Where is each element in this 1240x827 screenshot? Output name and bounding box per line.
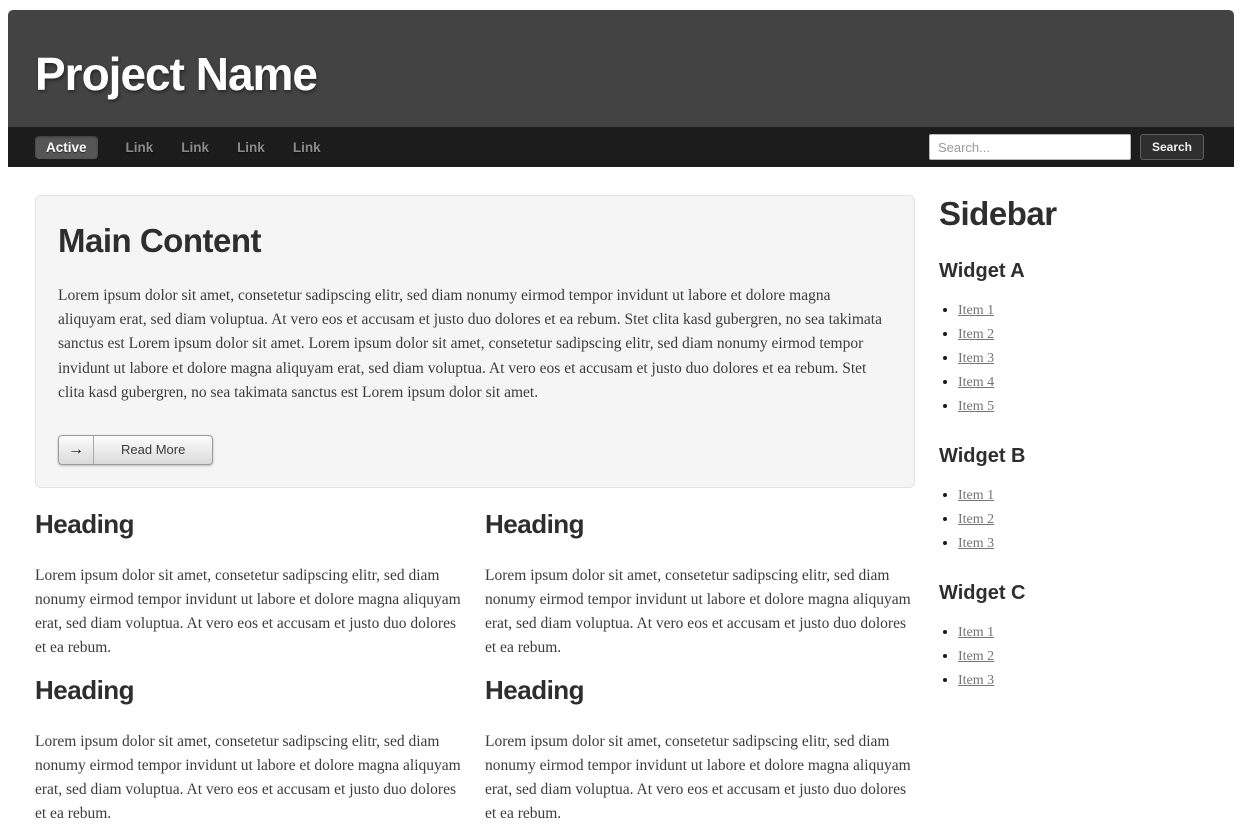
nav-item[interactable]: Link [125, 139, 154, 155]
nav-item[interactable]: Link [292, 139, 321, 155]
widget-list-item [958, 620, 1219, 644]
section-heading: Heading [35, 674, 135, 705]
section-heading: Heading [485, 508, 585, 539]
section-heading: Heading [35, 508, 135, 539]
nav-item[interactable]: Active [35, 136, 98, 159]
widget-list-item [958, 668, 1219, 692]
search-input[interactable] [929, 134, 1131, 160]
content-area [8, 167, 1234, 826]
widget-item-link[interactable]: Item 5 [958, 399, 995, 414]
widget-list-item [958, 346, 1219, 370]
nav-menu [35, 136, 321, 159]
sidebar-widgets [939, 260, 1219, 692]
hero-body-text: Lorem ipsum dolor sit amet, consetetur sadipscing elitr, sed diam nonumy eirmod tempor invidunt ut labore et dolore magna aliquyam erat, sed diam voluptua. At vero eos et accusam et justo duo dolores et ea rebum. Stet clita kasd gubergren, no sea takimata sanctus est Lorem ipsum dolor sit amet. Lorem ipsum dolor sit amet, consetetur sadipscing elitr, sed diam nonumy eirmod tempor invidunt ut labore et dolore magna aliquyam erat, sed diam voluptua. At vero eos et accusam et justo duo dolores et ea rebum. Stet clita kasd gubergren, no sea takimata sanctus est Lorem ipsum dolor sit amet. [58, 287, 882, 401]
main-navbar [8, 127, 1234, 167]
widget-list-item [958, 531, 1219, 555]
widget-item-link[interactable]: Item 2 [958, 649, 995, 664]
content-section [35, 509, 465, 661]
page-header [8, 10, 1234, 127]
sidebar-widget [939, 445, 1219, 555]
section-heading: Heading [485, 674, 585, 705]
widget-item-link[interactable]: Item 3 [958, 536, 995, 551]
widget-title: Widget A [939, 260, 1025, 282]
widget-list-item [958, 370, 1219, 394]
section-body-text: Lorem ipsum dolor sit amet, consetetur sadipscing elitr, sed diam nonumy eirmod tempor invidunt ut labore et dolore magna aliquyam erat, sed diam voluptua. At vero eos et accusam et justo duo dolores et ea rebum. [35, 732, 461, 823]
read-more-label: Read More [121, 442, 186, 458]
widget-item-link[interactable]: Item 4 [958, 375, 995, 390]
section-body-text: Lorem ipsum dolor sit amet, consetetur sadipscing elitr, sed diam nonumy eirmod tempor invidunt ut labore et dolore magna aliquyam erat, sed diam voluptua. At vero eos et accusam et justo duo dolores et ea rebum. [35, 566, 461, 657]
sidebar-widget [939, 582, 1219, 692]
widget-item-link[interactable]: Item 3 [958, 673, 995, 688]
widget-item-list [958, 620, 1219, 692]
nav-item[interactable]: Link [237, 139, 265, 155]
site-title: Project Name [35, 47, 318, 100]
content-section [485, 509, 915, 661]
widget-item-link[interactable]: Item 2 [958, 512, 995, 527]
widget-item-list [958, 298, 1219, 418]
read-more-button[interactable] [58, 435, 213, 465]
section-body-text: Lorem ipsum dolor sit amet, consetetur sadipscing elitr, sed diam nonumy eirmod tempor invidunt ut labore et dolore magna aliquyam erat, sed diam voluptua. At vero eos et accusam et justo duo dolores et ea rebum. [485, 732, 911, 823]
widget-list-item [958, 644, 1219, 668]
content-section [485, 675, 915, 827]
widget-item-link[interactable]: Item 1 [958, 625, 995, 640]
nav-item[interactable]: Link [181, 139, 210, 155]
arrow-right-icon: → [59, 436, 94, 464]
hero-title: Main Content [58, 222, 261, 259]
content-section [35, 675, 465, 827]
search-form [929, 134, 1204, 160]
widget-item-list [958, 483, 1219, 555]
section-body-text: Lorem ipsum dolor sit amet, consetetur sadipscing elitr, sed diam nonumy eirmod tempor invidunt ut labore et dolore magna aliquyam erat, sed diam voluptua. At vero eos et accusam et justo duo dolores et ea rebum. [485, 566, 911, 657]
widget-item-link[interactable]: Item 2 [958, 327, 995, 342]
sidebar-title: Sidebar [939, 195, 1057, 232]
sections-grid [35, 509, 915, 826]
widget-title: Widget C [939, 582, 1026, 604]
sidebar-widget [939, 260, 1219, 418]
widget-item-link[interactable]: Item 3 [958, 351, 995, 366]
main-column [35, 195, 915, 826]
widget-title: Widget B [939, 445, 1026, 467]
widget-list-item [958, 322, 1219, 346]
search-button[interactable]: Search [1140, 134, 1204, 160]
widget-item-link[interactable]: Item 1 [958, 303, 995, 318]
widget-list-item [958, 394, 1219, 418]
sidebar [939, 195, 1219, 826]
widget-list-item [958, 507, 1219, 531]
hero-panel [35, 195, 915, 488]
widget-item-link[interactable]: Item 1 [958, 488, 995, 503]
widget-list-item [958, 298, 1219, 322]
widget-list-item [958, 483, 1219, 507]
